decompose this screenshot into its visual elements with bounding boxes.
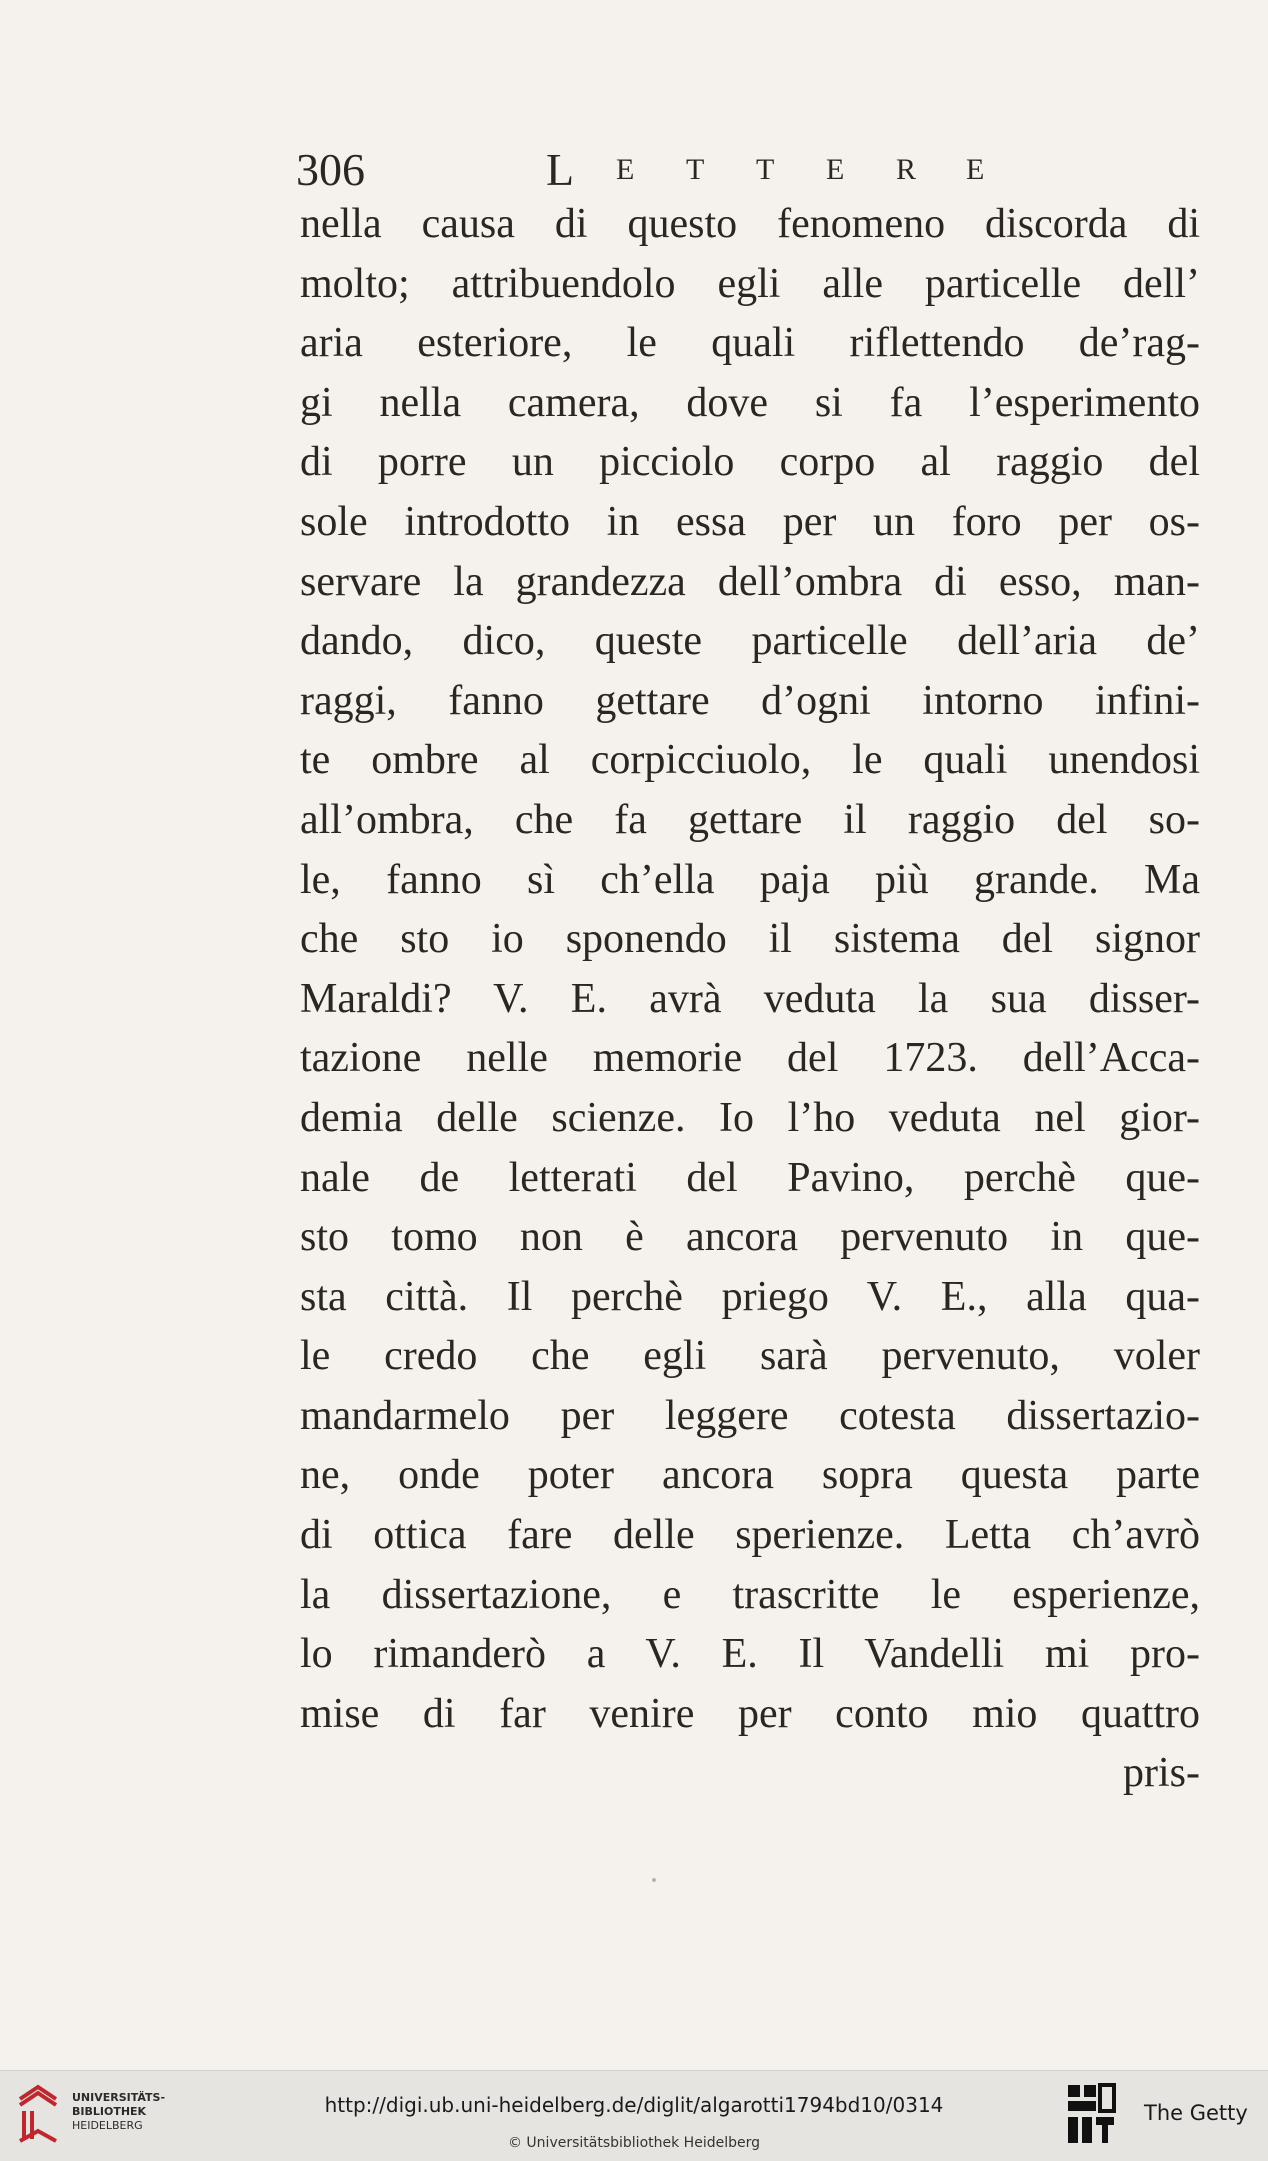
running-title-letter: L: [546, 144, 575, 195]
text-line: te ombre al corpicciuolo, le quali unendosi: [300, 737, 1200, 784]
paper-speck: [652, 1878, 656, 1882]
text-line: sto tomo non è ancora pervenuto in que-: [300, 1214, 1200, 1261]
getty-logo-icon: [1064, 2081, 1120, 2147]
institution-line-3: HEIDELBERG: [72, 2119, 143, 2132]
institution-line-2: BIBLIOTHEK: [72, 2105, 147, 2118]
text-line: le credo che egli sarà pervenuto, voler: [300, 1333, 1200, 1380]
text-line: sta città. Il perchè priego V. E., alla qua-: [300, 1273, 1200, 1320]
text-line: servare la grandezza dell’ombra di esso, man-: [300, 558, 1200, 605]
running-title-letter: R: [896, 153, 917, 186]
text-line: nale de letterati del Pavino, perchè que-: [300, 1154, 1200, 1201]
text-line: demia delle scienze. Io l’ho veduta nel gior-: [300, 1094, 1200, 1141]
text-line: ne, onde poter ancora sopra questa parte: [300, 1452, 1200, 1499]
running-title-letter: T: [686, 153, 705, 186]
text-line: di ottica fare delle sperienze. Letta ch’avrò: [300, 1512, 1200, 1559]
text-line: all’ombra, che fa gettare il raggio del so-: [300, 796, 1200, 843]
running-title-letter: E: [966, 153, 985, 186]
text-line: di porre un picciolo corpo al raggio del: [300, 439, 1200, 486]
text-line: tazione nelle memorie del 1723. dell’Acca-: [300, 1035, 1200, 1082]
text-line: Maraldi? V. E. avrà veduta la sua disser-: [300, 975, 1200, 1022]
text-line: mandarmelo per leggere cotesta dissertazio-: [300, 1392, 1200, 1439]
text-line: dando, dico, queste particelle dell’aria de’: [300, 618, 1200, 665]
running-title-letter: E: [616, 153, 635, 186]
text-line: le, fanno sì ch’ella paja più grande. Ma: [300, 856, 1200, 903]
text-line: lo rimanderò a V. E. Il Vandelli mi pro-: [300, 1631, 1200, 1678]
running-title-letter: T: [756, 153, 775, 186]
institution-line-1: UNIVERSITÄTS-: [72, 2091, 166, 2104]
body-text: [300, 195, 1200, 1804]
page-header: [296, 140, 1196, 200]
partner-name: The Getty: [1144, 2101, 1248, 2125]
text-line: che sto io sponendo il sistema del signor: [300, 916, 1200, 963]
text-line: sole introdotto in essa per un foro per os-: [300, 498, 1200, 545]
text-line: raggi, fanno gettare d’ogni intorno infini-: [300, 677, 1200, 724]
footer-bar: [0, 2070, 1268, 2161]
copyright-notice: © Universitätsbibliothek Heidelberg: [507, 2135, 760, 2151]
page-number: 306: [296, 144, 365, 195]
catchword: pris-: [1123, 1750, 1200, 1797]
text-line: aria esteriore, le quali riflettendo de’rag-: [300, 320, 1200, 367]
running-title-letter: E: [826, 153, 845, 186]
text-line: molto; attribuendolo egli alle particelle dell’: [300, 260, 1200, 307]
permalink-url[interactable]: http://digi.ub.uni-heidelberg.de/diglit/algarotti1794bd10/0314: [324, 2093, 944, 2117]
text-line: nella causa di questo fenomeno discorda di: [300, 201, 1200, 247]
text-line: la dissertazione, e trascritte le esperienze,: [300, 1571, 1200, 1618]
text-line: gi nella camera, dove si fa l’esperimento: [300, 379, 1200, 426]
text-line: mise di far venire per conto mio quattro: [300, 1690, 1200, 1737]
